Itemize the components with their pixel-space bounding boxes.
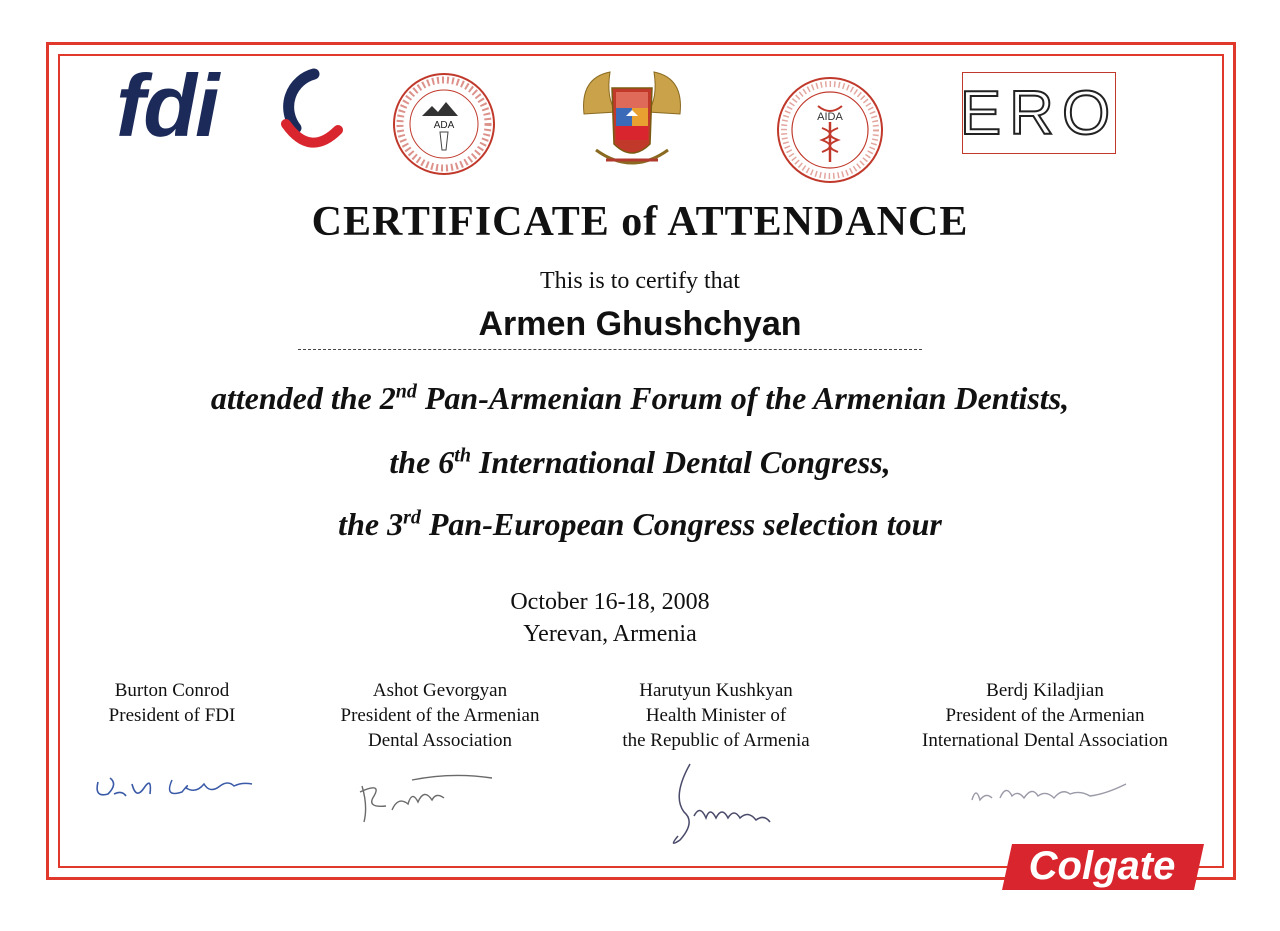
signatory-4	[892, 678, 1198, 753]
aida-seal-icon	[770, 76, 890, 184]
signatory-name: Ashot Gevorgyan	[372, 680, 508, 701]
certificate-title: CERTIFICATE of ATTENDANCE	[311, 199, 969, 245]
signatory-1	[92, 678, 252, 728]
signatory-title: President of FDI	[108, 705, 236, 726]
signatory-title: Health Minister of	[645, 705, 787, 726]
certify-intro: This is to certify that	[540, 268, 740, 294]
event-location: Yerevan, Armenia	[523, 621, 697, 647]
signature-3	[660, 756, 780, 852]
signatory-3	[600, 678, 832, 753]
colgate-logo	[1002, 842, 1204, 892]
signature-4	[966, 772, 1136, 812]
colgate-logo-text: Colgate	[1028, 844, 1176, 888]
signature-1	[92, 764, 262, 810]
signature-2	[352, 766, 502, 830]
event-line-3: the 3rd Pan-European Congress selection tour	[338, 506, 942, 542]
signatory-title: Dental Association	[367, 730, 513, 751]
ada-seal-abbr: ADA	[433, 120, 455, 131]
ada-seal-icon	[386, 72, 502, 176]
recipient-underline	[298, 349, 922, 350]
fdi-logo-text: fdi	[116, 56, 218, 155]
event-line-1: attended the 2nd Pan-Armenian Forum of the Armenian Dentists,	[210, 380, 1070, 416]
event-line-2: the 6th International Dental Congress,	[389, 444, 891, 480]
recipient-name: Armen Ghushchyan	[478, 305, 802, 343]
ero-logo	[959, 72, 1119, 154]
event-date: October 16-18, 2008	[510, 589, 710, 615]
signatory-title: President of the Armenian	[340, 705, 540, 726]
signatory-title: International Dental Association	[922, 730, 1168, 751]
signatory-name: Berdj Kiladjian	[986, 680, 1104, 701]
ero-logo-text: ERO	[959, 78, 1119, 148]
fdi-logo	[116, 56, 346, 172]
armenia-coat-of-arms-icon	[576, 64, 688, 182]
signatory-2	[318, 678, 562, 753]
event-date-location	[0, 586, 1220, 650]
signatory-name: Harutyun Kushkyan	[639, 680, 793, 701]
signatory-title: the Republic of Armenia	[622, 730, 810, 751]
signatory-name: Burton Conrod	[114, 680, 230, 701]
fdi-arc-icon	[266, 66, 346, 166]
aida-seal-abbr: AIDA	[817, 111, 843, 123]
signatory-title: President of the Armenian	[945, 705, 1145, 726]
